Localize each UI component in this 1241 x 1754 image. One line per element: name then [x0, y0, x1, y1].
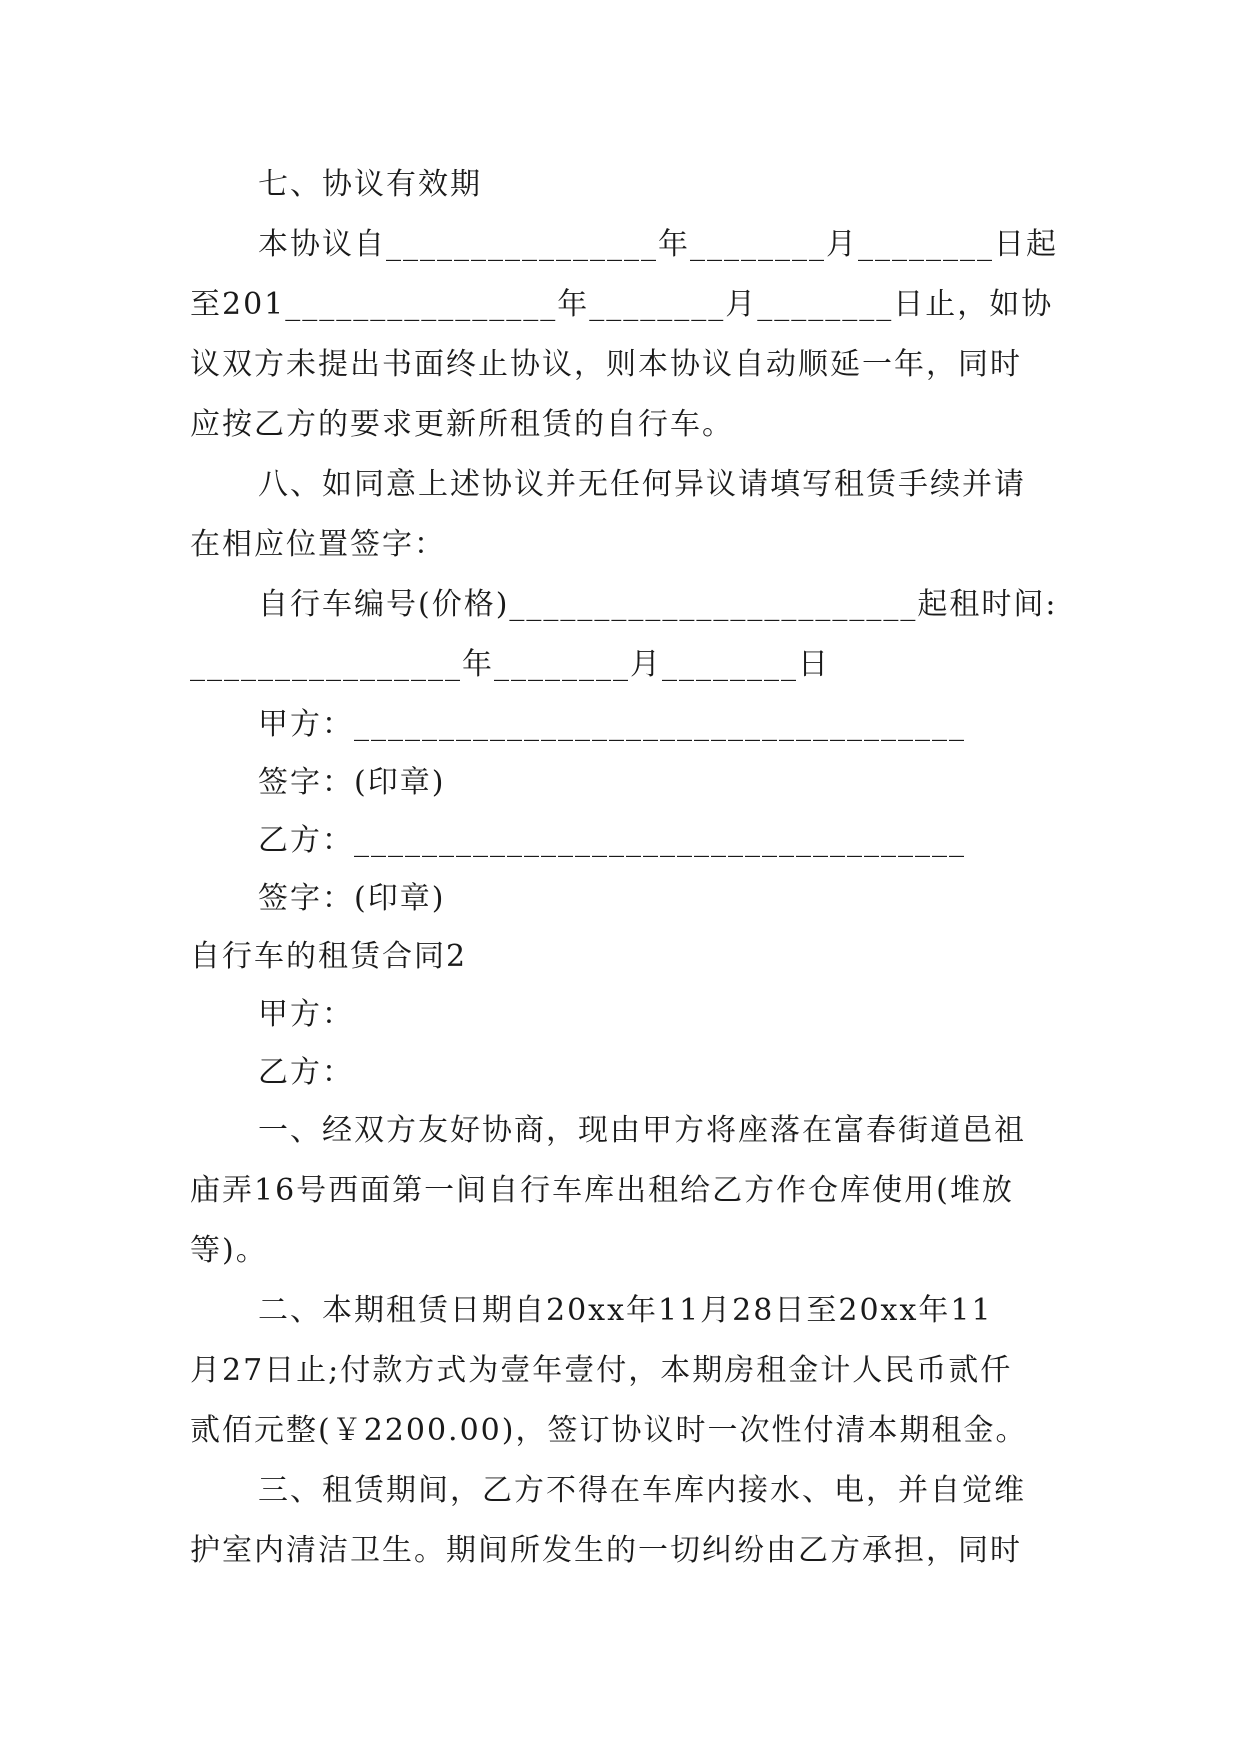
bike-number-field-line: 自行车编号(价格)________________________起租时间: [258, 587, 1058, 622]
paragraph-line: 护室内清洁卫生。期间所发生的一切纠纷由乙方承担，同时 [190, 1533, 1022, 1568]
party-a-field-line: 甲方：____________________________________ [258, 707, 966, 742]
party-b-label: 乙方： [258, 1055, 354, 1090]
contract-title: 自行车的租赁合同2 [190, 939, 468, 974]
paragraph-line: 八、如同意上述协议并无任何异议请填写租赁手续并请 [258, 467, 1026, 502]
paragraph-line: 议双方未提出书面终止协议，则本协议自动顺延一年，同时 [190, 347, 1022, 382]
paragraph-line: 应按乙方的要求更新所租赁的自行车。 [190, 407, 734, 442]
paragraph-line: 在相应位置签字： [190, 527, 446, 562]
paragraph-line: 二、本期租赁日期自20xx年11月28日至20xx年11 [258, 1293, 993, 1328]
paragraph-line: 至201________________年________月________日止，如协 [190, 287, 1054, 322]
paragraph-line: 三、租赁期间，乙方不得在车库内接水、电，并自觉维 [258, 1473, 1026, 1508]
party-b-signature-line: 签字：(印章) [258, 881, 446, 916]
party-a-signature-line: 签字：(印章) [258, 765, 446, 800]
paragraph-line: 等)。 [190, 1233, 268, 1268]
start-date-field-line: ________________年________月________日 [190, 647, 830, 682]
paragraph-line: 贰佰元整(￥2200.00)，签订协议时一次性付清本期租金。 [190, 1413, 1028, 1448]
section-heading-validity: 七、协议有效期 [258, 167, 482, 202]
party-a-label: 甲方： [258, 997, 354, 1032]
paragraph-line: 本协议自________________年________月________日起 [258, 227, 1058, 262]
party-b-field-line: 乙方：____________________________________ [258, 823, 966, 858]
paragraph-line: 一、经双方友好协商，现由甲方将座落在富春街道邑祖 [258, 1113, 1026, 1148]
paragraph-line: 月27日止;付款方式为壹年壹付，本期房租金计人民币贰仟 [190, 1353, 1013, 1388]
paragraph-line: 庙弄16号西面第一间自行车库出租给乙方作仓库使用(堆放 [190, 1173, 1014, 1208]
